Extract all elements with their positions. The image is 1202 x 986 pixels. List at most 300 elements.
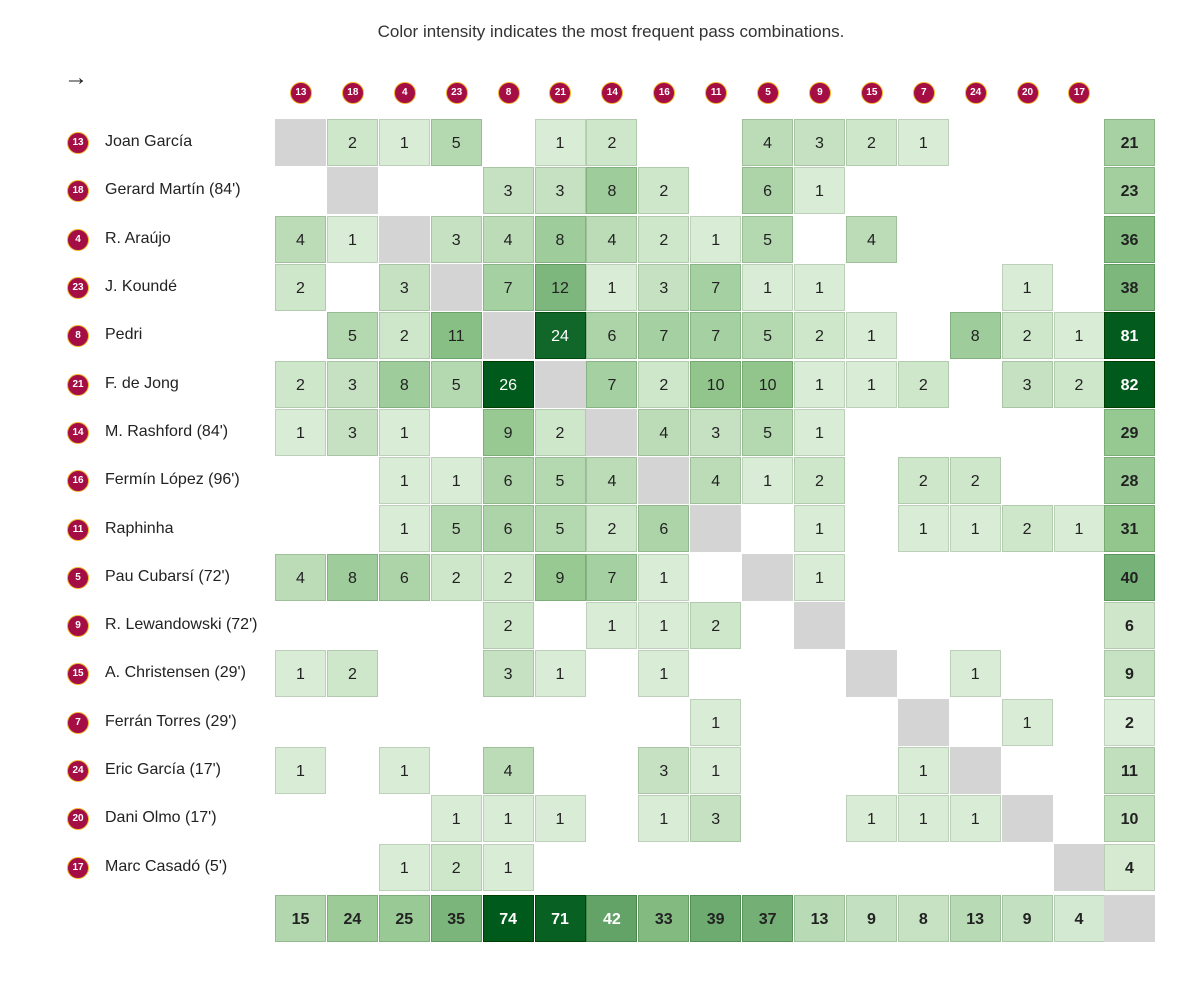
heatmap-cell <box>1002 602 1053 649</box>
heatmap-cell <box>846 699 897 746</box>
heatmap-cell <box>898 554 949 601</box>
heatmap-cell <box>1054 699 1105 746</box>
heatmap-cell: 3 <box>379 264 430 311</box>
heatmap-cell: 2 <box>275 361 326 408</box>
heatmap-cell: 1 <box>483 795 534 842</box>
heatmap-cell: 1 <box>950 795 1001 842</box>
row-player-name: Eric García (17') <box>105 761 221 779</box>
row-header-badge: 5 <box>67 567 89 589</box>
heatmap-cell: 1 <box>379 119 430 166</box>
heatmap-cell: 1 <box>483 844 534 891</box>
heatmap-cell: 1 <box>586 264 637 311</box>
column-total-cell: 9 <box>1002 895 1053 942</box>
heatmap-cell: 4 <box>742 119 793 166</box>
row-header-badge: 16 <box>67 470 89 492</box>
heatmap-cell: 2 <box>898 457 949 504</box>
heatmap-cell <box>535 602 586 649</box>
heatmap-cell: 4 <box>638 409 689 456</box>
heatmap-cell: 7 <box>586 554 637 601</box>
heatmap-cell <box>846 602 897 649</box>
diagonal-cell <box>898 699 949 746</box>
row-player-name: Gerard Martín (84') <box>105 181 241 199</box>
heatmap-cell: 4 <box>483 747 534 794</box>
heatmap-cell <box>950 167 1001 214</box>
heatmap-cell: 3 <box>690 409 741 456</box>
heatmap-cell <box>431 747 482 794</box>
heatmap-cell <box>898 602 949 649</box>
row-total-cell: 9 <box>1104 650 1155 697</box>
heatmap-cell <box>950 699 1001 746</box>
heatmap-cell: 2 <box>1054 361 1105 408</box>
column-header-badge: 5 <box>757 82 779 104</box>
heatmap-cell <box>1002 554 1053 601</box>
heatmap-cell: 1 <box>794 505 845 552</box>
heatmap-cell: 2 <box>950 457 1001 504</box>
heatmap-cell: 2 <box>690 602 741 649</box>
row-total-cell: 81 <box>1104 312 1155 359</box>
heatmap-cell <box>898 264 949 311</box>
heatmap-cell <box>1054 409 1105 456</box>
heatmap-cell: 2 <box>638 216 689 263</box>
heatmap-cell: 5 <box>327 312 378 359</box>
diagonal-cell <box>846 650 897 697</box>
heatmap-cell: 6 <box>586 312 637 359</box>
heatmap-cell: 26 <box>483 361 534 408</box>
heatmap-cell <box>638 699 689 746</box>
column-header-badge: 4 <box>394 82 416 104</box>
heatmap-cell: 1 <box>794 264 845 311</box>
row-header-badge: 9 <box>67 615 89 637</box>
pass-direction-arrow-icon: → <box>64 64 88 91</box>
heatmap-cell: 9 <box>483 409 534 456</box>
heatmap-cell: 3 <box>483 650 534 697</box>
heatmap-cell: 7 <box>690 264 741 311</box>
heatmap-cell: 1 <box>638 650 689 697</box>
row-player-name: Pau Cubarsí (72') <box>105 567 230 585</box>
heatmap-cell <box>898 409 949 456</box>
column-total-cell: 9 <box>846 895 897 942</box>
row-header-badge: 11 <box>67 519 89 541</box>
heatmap-cell <box>275 312 326 359</box>
column-header-badge: 9 <box>809 82 831 104</box>
heatmap-cell <box>275 699 326 746</box>
heatmap-cell <box>1002 119 1053 166</box>
heatmap-cell: 1 <box>379 409 430 456</box>
heatmap-cell <box>275 505 326 552</box>
heatmap-cell: 11 <box>431 312 482 359</box>
column-header-badge: 17 <box>1068 82 1090 104</box>
heatmap-cell <box>1054 119 1105 166</box>
heatmap-cell <box>1054 457 1105 504</box>
diagonal-cell <box>794 602 845 649</box>
heatmap-cell <box>1054 264 1105 311</box>
row-total-cell: 10 <box>1104 795 1155 842</box>
column-total-cell: 25 <box>379 895 430 942</box>
heatmap-cell: 2 <box>275 264 326 311</box>
diagonal-cell <box>379 216 430 263</box>
heatmap-cell: 1 <box>327 216 378 263</box>
heatmap-cell <box>327 747 378 794</box>
heatmap-cell <box>1054 602 1105 649</box>
row-total-cell: 29 <box>1104 409 1155 456</box>
heatmap-cell: 7 <box>638 312 689 359</box>
heatmap-cell: 1 <box>794 167 845 214</box>
heatmap-cell: 1 <box>898 505 949 552</box>
column-total-cell: 37 <box>742 895 793 942</box>
heatmap-cell: 1 <box>275 747 326 794</box>
row-player-name: R. Araújo <box>105 229 171 247</box>
diagonal-cell <box>638 457 689 504</box>
heatmap-cell: 4 <box>275 554 326 601</box>
heatmap-cell: 2 <box>483 554 534 601</box>
heatmap-cell <box>898 312 949 359</box>
diagonal-cell <box>742 554 793 601</box>
heatmap-cell <box>794 747 845 794</box>
column-total-cell: 42 <box>586 895 637 942</box>
heatmap-cell: 1 <box>794 361 845 408</box>
heatmap-cell <box>794 795 845 842</box>
row-player-name: Fermín López (96') <box>105 471 240 489</box>
heatmap-cell <box>690 554 741 601</box>
heatmap-cell: 1 <box>846 312 897 359</box>
heatmap-cell <box>327 795 378 842</box>
heatmap-cell: 1 <box>1054 312 1105 359</box>
heatmap-cell: 4 <box>275 216 326 263</box>
heatmap-cell: 1 <box>379 505 430 552</box>
diagonal-cell <box>950 747 1001 794</box>
heatmap-cell: 1 <box>1054 505 1105 552</box>
column-total-cell: 35 <box>431 895 482 942</box>
heatmap-cell: 8 <box>379 361 430 408</box>
heatmap-cell: 12 <box>535 264 586 311</box>
row-player-name: Joan García <box>105 133 193 151</box>
row-header-badge: 15 <box>67 663 89 685</box>
heatmap-cell: 1 <box>1002 699 1053 746</box>
heatmap-cell <box>690 650 741 697</box>
heatmap-cell <box>1002 747 1053 794</box>
heatmap-cell <box>742 844 793 891</box>
heatmap-cell <box>1054 216 1105 263</box>
heatmap-cell: 1 <box>535 795 586 842</box>
heatmap-cell: 4 <box>846 216 897 263</box>
heatmap-cell: 6 <box>638 505 689 552</box>
heatmap-cell: 5 <box>742 216 793 263</box>
heatmap-cell <box>1054 650 1105 697</box>
heatmap-cell <box>327 699 378 746</box>
heatmap-cell <box>379 602 430 649</box>
heatmap-cell: 1 <box>846 361 897 408</box>
heatmap-cell <box>431 409 482 456</box>
row-total-cell: 11 <box>1104 747 1155 794</box>
column-header-badge: 7 <box>913 82 935 104</box>
heatmap-cell: 3 <box>794 119 845 166</box>
column-header-badge: 21 <box>549 82 571 104</box>
heatmap-cell: 1 <box>846 795 897 842</box>
row-player-name: J. Koundé <box>105 278 178 296</box>
corner-cell <box>1104 895 1155 942</box>
heatmap-cell: 7 <box>483 264 534 311</box>
row-total-cell: 6 <box>1104 602 1155 649</box>
heatmap-cell: 5 <box>742 312 793 359</box>
heatmap-cell: 4 <box>586 457 637 504</box>
heatmap-cell: 2 <box>327 650 378 697</box>
heatmap-cell <box>950 409 1001 456</box>
row-player-name: A. Christensen (29') <box>105 664 246 682</box>
heatmap-cell <box>327 505 378 552</box>
heatmap-cell <box>846 457 897 504</box>
column-header-badge: 14 <box>601 82 623 104</box>
heatmap-cell: 2 <box>431 844 482 891</box>
row-player-name: M. Rashford (84') <box>105 422 229 440</box>
heatmap-cell <box>483 699 534 746</box>
heatmap-cell <box>275 602 326 649</box>
heatmap-cell <box>327 264 378 311</box>
heatmap-cell: 1 <box>898 795 949 842</box>
column-total-cell: 39 <box>690 895 741 942</box>
heatmap-cell: 2 <box>1002 312 1053 359</box>
heatmap-cell: 1 <box>586 602 637 649</box>
column-header-badge: 20 <box>1017 82 1039 104</box>
heatmap-cell: 2 <box>327 119 378 166</box>
row-total-cell: 21 <box>1104 119 1155 166</box>
heatmap-cell: 3 <box>327 409 378 456</box>
heatmap-cell: 4 <box>690 457 741 504</box>
column-header-badge: 23 <box>446 82 468 104</box>
heatmap-cell <box>535 844 586 891</box>
heatmap-cell: 6 <box>379 554 430 601</box>
heatmap-cell: 1 <box>535 650 586 697</box>
heatmap-cell: 1 <box>690 699 741 746</box>
heatmap-cell <box>1054 795 1105 842</box>
heatmap-cell: 1 <box>794 409 845 456</box>
heatmap-cell: 8 <box>327 554 378 601</box>
heatmap-cell <box>483 119 534 166</box>
heatmap-cell: 3 <box>1002 361 1053 408</box>
column-total-cell: 33 <box>638 895 689 942</box>
heatmap-cell: 1 <box>742 264 793 311</box>
heatmap-cell <box>327 602 378 649</box>
diagonal-cell <box>535 361 586 408</box>
heatmap-cell <box>742 747 793 794</box>
heatmap-cell <box>950 216 1001 263</box>
heatmap-cell: 6 <box>483 505 534 552</box>
heatmap-cell: 1 <box>379 747 430 794</box>
column-total-cell: 15 <box>275 895 326 942</box>
heatmap-cell <box>742 699 793 746</box>
heatmap-cell: 8 <box>535 216 586 263</box>
heatmap-cell <box>846 844 897 891</box>
heatmap-cell: 1 <box>794 554 845 601</box>
heatmap-cell <box>327 844 378 891</box>
heatmap-cell <box>1002 216 1053 263</box>
heatmap-cell <box>846 409 897 456</box>
heatmap-cell <box>690 167 741 214</box>
heatmap-cell <box>690 119 741 166</box>
heatmap-cell: 7 <box>690 312 741 359</box>
diagonal-cell <box>690 505 741 552</box>
diagonal-cell <box>327 167 378 214</box>
heatmap-cell: 5 <box>431 361 482 408</box>
heatmap-cell: 1 <box>742 457 793 504</box>
heatmap-cell <box>742 505 793 552</box>
heatmap-cell <box>586 699 637 746</box>
heatmap-cell <box>950 264 1001 311</box>
heatmap-cell <box>1002 650 1053 697</box>
heatmap-cell <box>275 457 326 504</box>
diagonal-cell <box>1002 795 1053 842</box>
column-total-cell: 74 <box>483 895 534 942</box>
heatmap-cell: 6 <box>483 457 534 504</box>
heatmap-cell <box>742 650 793 697</box>
row-total-cell: 38 <box>1104 264 1155 311</box>
heatmap-cell: 9 <box>535 554 586 601</box>
row-total-cell: 40 <box>1104 554 1155 601</box>
diagonal-cell <box>1054 844 1105 891</box>
heatmap-cell <box>898 167 949 214</box>
heatmap-cell <box>586 747 637 794</box>
heatmap-cell: 1 <box>638 795 689 842</box>
heatmap-cell: 2 <box>483 602 534 649</box>
heatmap-cell <box>794 699 845 746</box>
heatmap-cell <box>950 844 1001 891</box>
diagonal-cell <box>431 264 482 311</box>
row-header-badge: 24 <box>67 760 89 782</box>
heatmap-cell: 5 <box>431 119 482 166</box>
heatmap-cell <box>950 554 1001 601</box>
row-header-badge: 23 <box>67 277 89 299</box>
heatmap-cell: 8 <box>950 312 1001 359</box>
heatmap-cell <box>898 216 949 263</box>
heatmap-cell: 1 <box>275 650 326 697</box>
heatmap-cell <box>379 795 430 842</box>
heatmap-cell: 3 <box>327 361 378 408</box>
heatmap-cell: 1 <box>898 747 949 794</box>
row-total-cell: 36 <box>1104 216 1155 263</box>
row-header-badge: 17 <box>67 857 89 879</box>
heatmap-cell: 1 <box>950 505 1001 552</box>
heatmap-cell: 1 <box>638 554 689 601</box>
heatmap-cell <box>275 844 326 891</box>
column-header-badge: 18 <box>342 82 364 104</box>
heatmap-cell: 1 <box>431 795 482 842</box>
heatmap-cell <box>275 795 326 842</box>
heatmap-cell: 2 <box>586 119 637 166</box>
diagonal-cell <box>586 409 637 456</box>
row-header-badge: 7 <box>67 712 89 734</box>
heatmap-cell <box>846 167 897 214</box>
heatmap-cell: 3 <box>690 795 741 842</box>
row-header-badge: 13 <box>67 132 89 154</box>
column-total-cell: 4 <box>1054 895 1105 942</box>
heatmap-cell <box>794 650 845 697</box>
diagonal-cell <box>275 119 326 166</box>
heatmap-cell: 1 <box>898 119 949 166</box>
row-header-badge: 18 <box>67 180 89 202</box>
heatmap-cell <box>586 844 637 891</box>
row-total-cell: 28 <box>1104 457 1155 504</box>
heatmap-cell: 3 <box>535 167 586 214</box>
row-header-badge: 8 <box>67 325 89 347</box>
heatmap-cell: 1 <box>638 602 689 649</box>
heatmap-cell: 7 <box>586 361 637 408</box>
heatmap-cell <box>431 650 482 697</box>
heatmap-cell: 1 <box>950 650 1001 697</box>
heatmap-cell <box>1002 409 1053 456</box>
heatmap-cell <box>1002 457 1053 504</box>
heatmap-cell <box>846 554 897 601</box>
heatmap-cell: 2 <box>898 361 949 408</box>
column-header-badge: 16 <box>653 82 675 104</box>
heatmap-cell <box>535 699 586 746</box>
heatmap-cell <box>379 699 430 746</box>
heatmap-cell <box>898 650 949 697</box>
row-header-badge: 21 <box>67 374 89 396</box>
heatmap-cell <box>794 844 845 891</box>
diagonal-cell <box>483 312 534 359</box>
heatmap-cell: 3 <box>638 264 689 311</box>
column-total-cell: 13 <box>950 895 1001 942</box>
heatmap-cell: 2 <box>794 312 845 359</box>
heatmap-cell: 3 <box>638 747 689 794</box>
row-total-cell: 82 <box>1104 361 1155 408</box>
column-header-badge: 11 <box>705 82 727 104</box>
heatmap-cell: 2 <box>846 119 897 166</box>
heatmap-cell <box>742 602 793 649</box>
heatmap-cell <box>638 844 689 891</box>
heatmap-cell <box>690 844 741 891</box>
row-player-name: Raphinha <box>105 519 174 537</box>
heatmap-cell: 1 <box>379 844 430 891</box>
heatmap-cell <box>846 747 897 794</box>
heatmap-cell <box>742 795 793 842</box>
column-total-cell: 13 <box>794 895 845 942</box>
heatmap-cell: 6 <box>742 167 793 214</box>
heatmap-cell: 5 <box>535 505 586 552</box>
heatmap-cell: 2 <box>379 312 430 359</box>
row-player-name: R. Lewandowski (72') <box>105 616 258 634</box>
heatmap-cell: 10 <box>742 361 793 408</box>
heatmap-cell <box>1002 844 1053 891</box>
heatmap-cell <box>586 795 637 842</box>
heatmap-cell: 1 <box>275 409 326 456</box>
heatmap-cell <box>950 119 1001 166</box>
heatmap-cell <box>275 167 326 214</box>
heatmap-cell: 24 <box>535 312 586 359</box>
heatmap-cell <box>379 167 430 214</box>
heatmap-cell <box>950 361 1001 408</box>
heatmap-cell: 3 <box>431 216 482 263</box>
heatmap-cell <box>1002 167 1053 214</box>
heatmap-cell: 2 <box>638 361 689 408</box>
heatmap-cell: 2 <box>535 409 586 456</box>
column-header-badge: 13 <box>290 82 312 104</box>
heatmap-cell <box>431 167 482 214</box>
heatmap-cell: 5 <box>431 505 482 552</box>
row-total-cell: 4 <box>1104 844 1155 891</box>
heatmap-cell: 2 <box>586 505 637 552</box>
column-total-cell: 24 <box>327 895 378 942</box>
chart-subtitle: Color intensity indicates the most frequent pass combinations. <box>377 22 845 41</box>
heatmap-cell <box>535 747 586 794</box>
heatmap-cell: 10 <box>690 361 741 408</box>
row-player-name: Marc Casadó (5') <box>105 857 228 875</box>
column-header-badge: 24 <box>965 82 987 104</box>
row-header-badge: 4 <box>67 229 89 251</box>
row-player-name: F. de Jong <box>105 374 179 392</box>
heatmap-cell: 8 <box>586 167 637 214</box>
heatmap-cell <box>586 650 637 697</box>
column-total-cell: 71 <box>535 895 586 942</box>
